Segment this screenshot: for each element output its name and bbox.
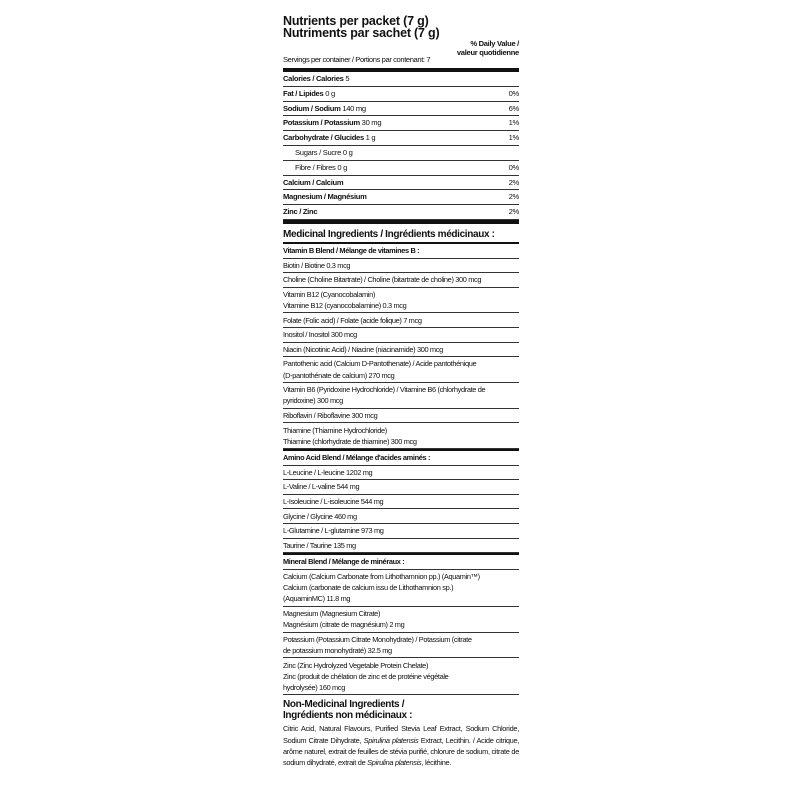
nutrient-name: Carbohydrate / Glucides: [283, 133, 364, 143]
ingredient-row: [283, 409, 519, 424]
ingredient-line: L-Isoleucine / L-isoleucine 544 mg: [283, 497, 384, 507]
ingredient-line: Vitamin B12 (Cyanocobalamin): [283, 289, 375, 299]
nutrient-daily-value: 0%: [508, 88, 519, 98]
ingredient-line: Potassium (Potassium Citrate Monohydrate) / Potassium (citrate: [283, 634, 472, 644]
ingredient-line: Pantothenic acid (Calcium D-Pantothenate) / Acide pantothénique: [283, 359, 477, 369]
ingredient-line: L-Leucine / L-leucine 1202 mg: [283, 467, 373, 477]
nutrient-name: Sugars / Sucre: [295, 147, 342, 157]
ingredient-row: [283, 466, 519, 481]
nutrient-name: Fibre / Fibres: [295, 162, 336, 172]
daily-value-heading-line1: % Daily Value /: [470, 39, 519, 48]
nutrient-name: Sodium / Sodium: [283, 103, 341, 113]
nutrient-name-amount: [283, 190, 367, 204]
ingredient-line: hydrolysée) 160 mcg: [283, 682, 345, 692]
ingredient-row: [283, 288, 519, 314]
nutrient-amount: 30 mg: [359, 118, 382, 128]
nutrient-row: [283, 87, 519, 102]
ingredient-row: [283, 495, 519, 510]
ingredient-group-heading: Mineral Blend / Mélange de minéraux :: [283, 555, 519, 570]
ingredient-row: [283, 539, 519, 554]
ingredient-row: [283, 357, 519, 383]
nutrient-name-amount: [283, 176, 343, 190]
nutrient-row: [283, 176, 519, 191]
nutrient-daily-value: 2%: [508, 192, 519, 202]
ingredient-line: pyridoxine) 300 mcg: [283, 396, 343, 406]
ingredient-line: Magnésium (citrate de magnésium) 2 mg: [283, 620, 405, 630]
nutrient-name: Potassium / Potassium: [283, 118, 360, 128]
nutrient-name-amount: [283, 72, 349, 86]
nutrient-amount: 1 g: [363, 133, 376, 143]
nutrient-daily-value: 2%: [508, 177, 519, 187]
nutrient-row: [283, 190, 519, 205]
ingredient-line: Folate (Folic acid) / Folate (acide folique) 7 mcg: [283, 315, 422, 325]
ingredient-line: Biotin / Biotine 0.3 mcg: [283, 260, 351, 270]
ingredient-line: L-Glutamine / L-glutamine 973 mg: [283, 526, 384, 536]
non-medicinal-title-line1: Non-Medicinal Ingredients /: [283, 699, 405, 711]
nutrient-name-amount: [283, 205, 317, 219]
ingredient-row: [283, 633, 519, 659]
ingredient-row: [283, 607, 519, 633]
ingredient-row: [283, 328, 519, 343]
nutrient-amount: 0 g: [335, 162, 347, 172]
nutrient-name-amount: [295, 146, 353, 160]
nutrient-name: Fat / Lipides: [283, 88, 324, 98]
ingredient-line: Calcium (carbonate de calcium issu de Lithothamnion sp.): [283, 583, 454, 593]
ingredient-line: Zinc (Zinc Hydrolyzed Vegetable Protein Chelate): [283, 660, 429, 670]
nutrient-amount: 0 g: [323, 88, 335, 98]
nutrient-row: [283, 102, 519, 117]
medicinal-ingredients-title: Medicinal Ingredients / Ingrédients médicinaux :: [283, 228, 495, 240]
nutrient-name-amount: [295, 161, 347, 175]
nutrient-name: Zinc / Zinc: [283, 207, 318, 217]
nutrient-name-amount: [283, 87, 335, 101]
nutrient-row: [283, 131, 519, 146]
daily-value-heading: [457, 39, 519, 57]
ingredient-row: [283, 658, 519, 695]
ingredient-group-heading: Amino Acid Blend / Mélange d'acides aminés :: [283, 451, 519, 466]
ingredient-line: (D-pantothénate de calcium) 270 mcg: [283, 370, 395, 380]
title-english: Nutrients per packet (7 g): [283, 14, 429, 28]
ingredient-line: Vitamine B12 (cyanocobalamine) 0.3 mcg: [283, 301, 407, 311]
nutrient-row: [283, 161, 519, 176]
nutrient-name-amount: [283, 131, 375, 145]
label-header: [283, 14, 519, 64]
nutrient-table: [283, 72, 519, 220]
nutrients-bottom-divider: [283, 220, 519, 224]
ingredient-line: Zinc (produit de chélation de zinc et de protéine végétale: [283, 671, 449, 681]
ingredient-line: Vitamin B6 (Pyridoxine Hydrochloride) / Vitamine B6 (chlorhydrate de: [283, 385, 486, 395]
ingredient-row: [283, 273, 519, 288]
nutrient-daily-value: 2%: [508, 207, 519, 217]
nutrient-row: [283, 146, 519, 161]
title-french: Nutriments par sachet (7 g): [283, 26, 440, 40]
ingredient-row: [283, 259, 519, 274]
medicinal-ingredients-list: [283, 242, 519, 695]
ingredient-row: [283, 423, 519, 449]
ingredient-row: [283, 343, 519, 358]
nutrient-amount: 0 g: [341, 147, 353, 157]
nutrient-name-amount: [283, 116, 381, 130]
nutrition-label: [283, 15, 519, 768]
nutrient-daily-value: 1%: [508, 118, 519, 128]
ingredient-line: Taurine / Taurine 135 mg: [283, 540, 356, 550]
species-name: Spirulina platensis: [367, 757, 422, 767]
ingredient-line: Thiamine (Thiamine Hydrochloride): [283, 425, 387, 435]
ingredient-group-heading: Vitamin B Blend / Mélange de vitamines B :: [283, 244, 519, 259]
ingredient-line: Choline (Choline Bitartrate) / Choline (bitartrate de choline) 300 mcg: [283, 275, 482, 285]
ingredient-line: Thiamine (chlorhydrate de thiamine) 300 mcg: [283, 436, 417, 446]
species-name: Spirulina platensis: [363, 735, 419, 745]
nutrient-row: [283, 205, 519, 220]
non-medicinal-title-line2: Ingrédients non médicinaux :: [283, 710, 413, 722]
ingredient-line: Inositol / Inositol 300 mcg: [283, 330, 357, 340]
nutrient-daily-value: 6%: [508, 103, 519, 113]
ingredient-line: de potassium monohydraté) 32.5 mg: [283, 645, 392, 655]
ingredient-row: [283, 480, 519, 495]
nutrient-name: Calories / Calories: [283, 74, 344, 83]
ingredient-line: Calcium (Calcium Carbonate from Lithothamnion pp.) (Aquamin™): [283, 571, 480, 581]
nutrient-daily-value: 1%: [508, 133, 519, 143]
ingredient-row: [283, 509, 519, 524]
ingredient-line: (AquaminMC) 11.8 mg: [283, 594, 351, 604]
nutrient-amount: 140 mg: [340, 103, 366, 113]
nutrient-name: Magnesium / Magnésium: [283, 192, 367, 202]
nutrient-row: [283, 72, 519, 87]
ingredient-row: [283, 570, 519, 607]
nutrient-daily-value: 0%: [508, 162, 519, 172]
ingredient-line: L-Valine / L-valine 544 mg: [283, 482, 360, 492]
servings-per-container: Servings per container / Portions par contenant: 7: [283, 55, 431, 64]
non-medicinal-text: Citric Acid, Natural Flavours, Purified Stevia Leaf Extract, Sodium Chloride, Sodium Citrate Dihydrate, Spirulina platensis Extract, Lecithin. / Acide citrique, arôme naturel, extrait de feuilles de stévia purifié, chlorure de sodium, citrate de sodium dihydraté, extrait de Spirulina platensis, lécithine.: [283, 724, 520, 767]
nutrient-amount: 5: [343, 74, 350, 83]
ingredient-row: [283, 313, 519, 328]
ingredient-line: Niacin (Nicotinic Acid) / Niacine (niacinamide) 300 mcg: [283, 344, 443, 354]
ingredient-line: Riboflavin / Riboflavine 300 mcg: [283, 410, 378, 420]
daily-value-heading-line2: valeur quotidienne: [456, 48, 519, 57]
ingredient-line: Glycine / Glycine 460 mg: [283, 511, 357, 521]
ingredient-line: Magnesium (Magnesium Citrate): [283, 608, 381, 618]
ingredient-row: [283, 383, 519, 409]
ingredient-row: [283, 524, 519, 539]
nutrient-row: [283, 116, 519, 131]
non-medicinal-title: [283, 699, 519, 721]
nutrient-name-amount: [283, 102, 366, 116]
nutrient-name: Calcium / Calcium: [283, 177, 344, 187]
